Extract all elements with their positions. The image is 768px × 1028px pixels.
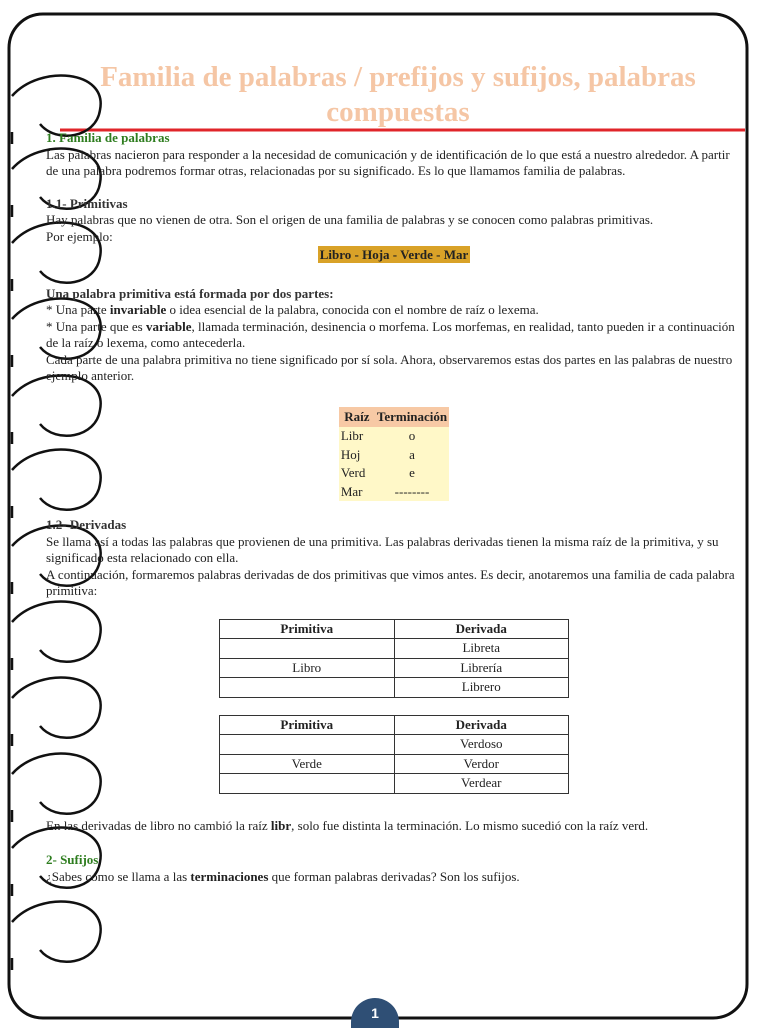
table-header: Primitiva	[220, 619, 395, 639]
table-header: Terminación	[375, 407, 449, 428]
table-header: Primitiva	[220, 715, 395, 735]
section-heading-familia: 1. Familia de palabras	[46, 130, 170, 145]
root-ending-table	[339, 407, 449, 502]
paragraph-familia: Las palabras nacieron para responder a la necesidad de comunicación y de identificación de lo que está a nuestro alrededor. A partir de una palabra podremos formar otras, relacionadas por su significado. Es lo que llamamos familia de palabras.	[46, 146, 730, 178]
table-header: Derivada	[394, 715, 569, 735]
example-words-highlight: Libro - Hoja - Verde - Mar	[319, 247, 469, 262]
table-row: Libr o	[339, 427, 449, 446]
page-number-badge: 1	[351, 998, 399, 1028]
table-row: Verdoso	[220, 735, 569, 755]
table-header: Derivada	[394, 619, 569, 639]
example-intro: Por ejemplo:	[46, 228, 113, 244]
parts-heading: Una palabra primitiva está formada por dos partes:	[46, 285, 334, 301]
paragraph-derivadas-2: A continuación, formaremos palabras derivadas de dos primitivas que vimos antes. Es decir, anotaremos una familia de cada palabra primitiva:	[46, 566, 735, 598]
table-row: Mar --------	[339, 483, 449, 502]
paragraph-note-libr: En las derivadas de libro no cambió la raíz libr, solo fue distinta la terminación. Lo mismo sucedió con la raíz verd.	[46, 817, 649, 833]
section-heading-primitivas: 1.1- Primitivas	[46, 195, 128, 211]
page-content	[46, 60, 742, 885]
derivation-table-libro	[219, 619, 569, 698]
derivation-table-verde	[219, 715, 569, 794]
table-row: Verde Verdor	[220, 754, 569, 774]
paragraph-parts-closing: Cada parte de una palabra primitiva no tiene significado por sí sola. Ahora, observaremos estas dos partes en las palabras de nuestro ejemplo anterior.	[46, 351, 733, 383]
table-row: Libreta	[220, 639, 569, 659]
table-row: Verdear	[220, 774, 569, 794]
section-heading-derivadas: 1.2- Derivadas	[46, 517, 127, 532]
bullet-invariable: * Una parte invariable o idea esencial de la palabra, conocida con el nombre de raíz o lexema.	[46, 302, 539, 317]
table-row: Verd e	[339, 464, 449, 483]
paragraph-derivadas-1: Se llama así a todas las palabras que provienen de una primitiva. Las palabras derivadas tienen la misma raíz de la primitiva, y su significado esta relacionado con ella.	[46, 533, 719, 565]
spiral-ring	[12, 901, 101, 961]
section-heading-sufijos: 2- Sufijos	[46, 852, 99, 867]
table-row: Hoj a	[339, 446, 449, 465]
bullet-variable: * Una parte que es variable, llamada terminación, desinencia o morfema. Los morfemas, en realidad, tanto pueden ir a continuación de la raíz o lexema, como antecederla.	[46, 318, 735, 350]
page-title: Familia de palabras / prefijos y sufijos, palabras compuestas	[100, 61, 696, 128]
table-row: Libro Librería	[220, 658, 569, 678]
paragraph-primitivas: Hay palabras que no vienen de otra. Son el origen de una familia de palabras y se conocen como palabras primitivas.	[46, 212, 654, 227]
table-row: Librero	[220, 678, 569, 698]
paragraph-sufijos: ¿Sabes cómo se llama a las terminaciones que forman palabras derivadas? Son los sufijos.	[46, 868, 520, 884]
table-header: Raíz	[339, 407, 375, 428]
